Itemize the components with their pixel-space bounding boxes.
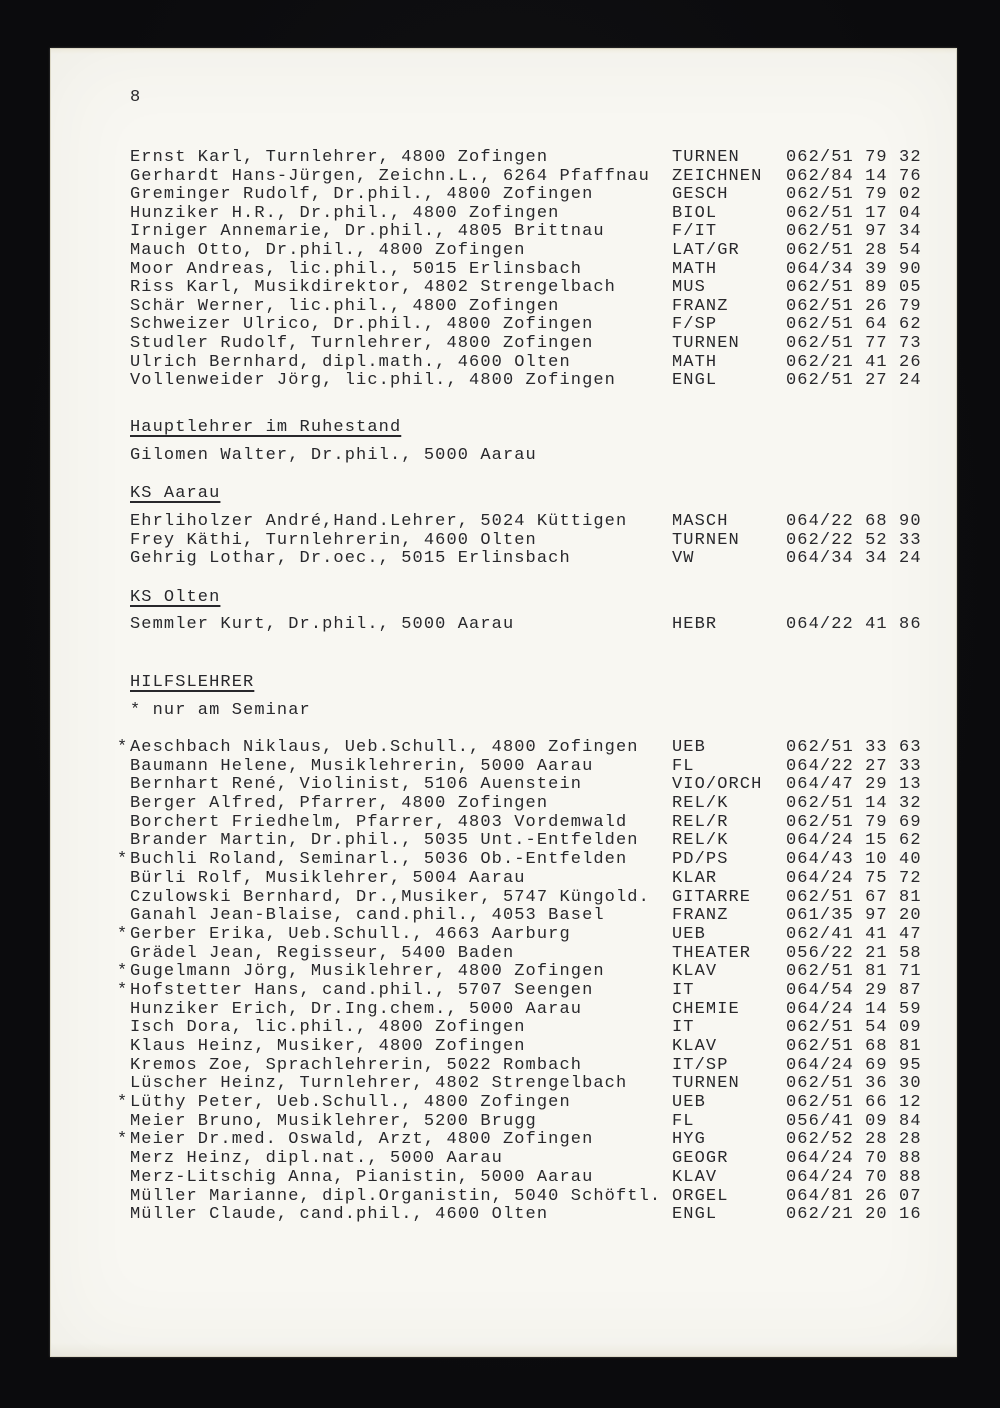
entry-phone: 062/51 54 09 (786, 1018, 922, 1038)
entry-name: Schweizer Ulrico, Dr.phil., 4800 Zofingen (130, 315, 594, 335)
entry-subject: GEOGR (672, 1149, 729, 1169)
table-row (50, 757, 957, 776)
entry-phone: 062/84 14 76 (786, 166, 922, 186)
seminar-only-star-marker: * (117, 738, 129, 757)
entry-subject: MUS (672, 278, 706, 298)
entry-subject: FL (672, 756, 695, 776)
entry-subject: TURNEN (672, 530, 740, 550)
entry-name: Kremos Zoe, Sprachlehrerin, 5022 Rombach (130, 1055, 583, 1075)
entry-name: Semmler Kurt, Dr.phil., 5000 Aarau (130, 615, 515, 634)
entry-name: Isch Dora, lic.phil., 4800 Zofingen (130, 1018, 526, 1038)
entry-phone: 064/34 39 90 (786, 259, 922, 279)
entry-subject: TURNEN (672, 148, 740, 167)
entry-subject: FL (672, 1111, 695, 1131)
table-row (50, 738, 957, 757)
table-row (50, 371, 957, 390)
entry-subject: KLAV (672, 1037, 718, 1056)
table-row (50, 1000, 957, 1019)
entry-name: Klaus Heinz, Musiker, 4800 Zofingen (130, 1037, 526, 1056)
table-row (50, 850, 957, 869)
entry-name: Borchert Friedhelm, Pfarrer, 4803 Vordemwald (130, 812, 628, 832)
entry-name: Brander Martin, Dr.phil., 5035 Unt.-Entfelden (130, 831, 639, 851)
entry-name: Vollenweider Jörg, lic.phil., 4800 Zofingen (130, 371, 616, 391)
entry-phone: 064/24 70 88 (786, 1167, 922, 1187)
entry-subject: REL/R (672, 812, 729, 832)
table-row (50, 1168, 957, 1187)
asterisk-legend-note: * nur am Seminar (130, 701, 311, 720)
entry-phone: 062/51 66 12 (786, 1093, 922, 1113)
entry-name: Moor Andreas, lic.phil., 5015 Erlinsbach (130, 259, 583, 279)
entry-subject: VIO/ORCH (672, 775, 763, 795)
table-row (50, 944, 957, 963)
entry-phone: 064/24 14 59 (786, 999, 922, 1019)
entry-name: Merz-Litschig Anna, Pianistin, 5000 Aarau (130, 1167, 594, 1187)
entry-subject: IT (672, 980, 695, 1000)
entry-subject: GESCH (672, 185, 729, 205)
table-row (50, 981, 957, 1000)
table-row (50, 549, 957, 568)
table-row (50, 1130, 957, 1149)
table-row (50, 278, 957, 297)
entry-subject: VW (672, 549, 695, 569)
table-row (50, 831, 957, 850)
document-page (50, 48, 957, 1357)
table-row (50, 888, 957, 907)
table-row (50, 167, 957, 186)
entry-phone: 062/51 77 73 (786, 333, 922, 353)
entry-name: Riss Karl, Musikdirektor, 4802 Strengelbach (130, 278, 616, 298)
entry-phone: 064/24 70 88 (786, 1149, 922, 1169)
entry-phone: 064/43 10 40 (786, 850, 922, 870)
entry-phone: 064/22 41 86 (786, 615, 922, 634)
entry-phone: 056/22 21 58 (786, 943, 922, 963)
entry-phone: 064/81 26 07 (786, 1186, 922, 1206)
hilfslehrer-list (50, 738, 957, 1224)
table-row (50, 1149, 957, 1168)
section-heading-ks-aarau: KS Aarau (130, 484, 221, 503)
table-row (50, 615, 957, 634)
table-row (50, 297, 957, 316)
entry-subject: UEB (672, 738, 706, 757)
table-row (50, 1112, 957, 1131)
entry-subject: F/IT (672, 222, 718, 242)
seminar-only-star-marker: * (117, 980, 129, 1000)
table-row (50, 775, 957, 794)
table-row (50, 813, 957, 832)
table-row (50, 906, 957, 925)
entry-phone: 062/51 17 04 (786, 203, 922, 223)
entry-subject: HYG (672, 1130, 706, 1150)
entry-name: Gehrig Lothar, Dr.oec., 5015 Erlinsbach (130, 549, 571, 569)
entry-subject: IT (672, 1018, 695, 1038)
entry-phone: 062/51 97 34 (786, 222, 922, 242)
table-row (50, 1037, 957, 1056)
entry-name: Gugelmann Jörg, Musiklehrer, 4800 Zofingen (130, 962, 605, 982)
table-row (50, 794, 957, 813)
entry-subject: REL/K (672, 794, 729, 814)
table-row (50, 204, 957, 223)
entry-phone: 062/51 79 32 (786, 148, 922, 167)
entry-name: Bernhart René, Violinist, 5106 Auenstein (130, 775, 583, 795)
table-row (50, 260, 957, 279)
entry-name: Lüscher Heinz, Turnlehrer, 4802 Strengelbach (130, 1074, 628, 1094)
entry-name: Lüthy Peter, Ueb.Schull., 4800 Zofingen (130, 1093, 571, 1113)
entry-phone: 064/47 29 13 (786, 775, 922, 795)
entry-subject: IT/SP (672, 1055, 729, 1075)
entry-subject: TURNEN (672, 333, 740, 353)
entry-subject: PD/PS (672, 850, 729, 870)
seminar-only-star-marker: * (117, 924, 129, 944)
entry-phone: 062/52 28 28 (786, 1130, 922, 1150)
section-heading-hauptlehrer-ruhestand: Hauptlehrer im Ruhestand (130, 418, 402, 437)
entry-name: Ulrich Bernhard, dipl.math., 4600 Olten (130, 352, 571, 372)
entry-subject: FRANZ (672, 906, 729, 926)
entry-phone: 064/24 69 95 (786, 1055, 922, 1075)
entry-name: Baumann Helene, Musiklehrerin, 5000 Aarau (130, 756, 594, 776)
hauptlehrer-ruhestand-list (50, 446, 957, 465)
entry-subject: LAT/GR (672, 240, 740, 260)
entry-phone: 062/51 67 81 (786, 887, 922, 907)
entry-name: Gilomen Walter, Dr.phil., 5000 Aarau (130, 446, 537, 465)
entry-subject: UEB (672, 924, 706, 944)
table-row (50, 185, 957, 204)
entry-phone: 064/22 68 90 (786, 512, 922, 531)
entry-phone: 062/51 33 63 (786, 738, 922, 757)
table-row (50, 1056, 957, 1075)
seminar-only-star-marker: * (117, 1093, 129, 1113)
entry-name: Studler Rudolf, Turnlehrer, 4800 Zofingen (130, 333, 594, 353)
ks-aarau-list (50, 512, 957, 568)
entry-subject: CHEMIE (672, 999, 740, 1019)
entry-subject: THEATER (672, 943, 752, 963)
entry-subject: GITARRE (672, 887, 752, 907)
entry-phone: 056/41 09 84 (786, 1111, 922, 1131)
entry-subject: REL/K (672, 831, 729, 851)
entry-phone: 061/35 97 20 (786, 906, 922, 926)
entry-subject: ENGL (672, 1205, 718, 1225)
entry-subject: ENGL (672, 371, 718, 391)
entry-name: Meier Bruno, Musiklehrer, 5200 Brugg (130, 1111, 537, 1131)
entry-name: Hunziker Erich, Dr.Ing.chem., 5000 Aarau (130, 999, 583, 1019)
table-row (50, 222, 957, 241)
ks-olten-list (50, 615, 957, 634)
entry-name: Merz Heinz, dipl.nat., 5000 Aarau (130, 1149, 503, 1169)
table-row (50, 1205, 957, 1224)
entry-subject: KLAV (672, 962, 718, 982)
entry-phone: 062/22 52 33 (786, 530, 922, 550)
seminar-only-star-marker: * (117, 1130, 129, 1150)
entry-subject: MASCH (672, 512, 729, 531)
seminar-only-star-marker: * (117, 850, 129, 870)
table-row (50, 334, 957, 353)
table-row (50, 925, 957, 944)
entry-phone: 064/24 75 72 (786, 868, 922, 888)
entry-name: Ernst Karl, Turnlehrer, 4800 Zofingen (130, 148, 549, 167)
entry-name: Berger Alfred, Pfarrer, 4800 Zofingen (130, 794, 549, 814)
entry-name: Schär Werner, lic.phil., 4800 Zofingen (130, 296, 560, 316)
entry-subject: ZEICHNEN (672, 166, 763, 186)
entry-subject: FRANZ (672, 296, 729, 316)
table-row (50, 869, 957, 888)
entry-phone: 064/34 34 24 (786, 549, 922, 569)
entry-subject: UEB (672, 1093, 706, 1113)
entry-subject: BIOL (672, 203, 718, 223)
entry-phone: 062/51 64 62 (786, 315, 922, 335)
table-row (50, 531, 957, 550)
table-row (50, 1018, 957, 1037)
entry-subject: KLAV (672, 1167, 718, 1187)
entry-name: Hunziker H.R., Dr.phil., 4800 Zofingen (130, 203, 560, 223)
entry-phone: 064/54 29 87 (786, 980, 922, 1000)
table-row (50, 446, 957, 465)
entry-name: Mauch Otto, Dr.phil., 4800 Zofingen (130, 240, 526, 260)
entry-subject: KLAR (672, 868, 718, 888)
entry-phone: 062/51 79 69 (786, 812, 922, 832)
entry-phone: 062/51 81 71 (786, 962, 922, 982)
table-row (50, 512, 957, 531)
entry-name: Gerber Erika, Ueb.Schull., 4663 Aarburg (130, 924, 571, 944)
entry-subject: F/SP (672, 315, 718, 335)
entry-name: Ehrliholzer André,Hand.Lehrer, 5024 Küttigen (130, 512, 628, 531)
entry-name: Ganahl Jean-Blaise, cand.phil., 4053 Basel (130, 906, 605, 926)
entry-phone: 062/51 14 32 (786, 794, 922, 814)
section-heading-ks-olten: KS Olten (130, 588, 221, 607)
entry-name: Buchli Roland, Seminarl., 5036 Ob.-Entfelden (130, 850, 628, 870)
table-row (50, 1187, 957, 1206)
entry-phone: 062/51 27 24 (786, 371, 922, 391)
table-row (50, 241, 957, 260)
entry-phone: 062/51 79 02 (786, 185, 922, 205)
entry-name: Müller Claude, cand.phil., 4600 Olten (130, 1205, 549, 1225)
entry-subject: HEBR (672, 615, 718, 634)
entry-name: Grädel Jean, Regisseur, 5400 Baden (130, 943, 515, 963)
seminar-only-star-marker: * (117, 962, 129, 982)
table-row (50, 315, 957, 334)
entry-phone: 062/21 20 16 (786, 1205, 922, 1225)
entry-name: Irniger Annemarie, Dr.phil., 4805 Brittnau (130, 222, 605, 242)
entry-name: Czulowski Bernhard, Dr.,Musiker, 5747 Küngold. (130, 887, 650, 907)
table-row (50, 1074, 957, 1093)
table-row (50, 148, 957, 167)
page-number: 8 (130, 88, 142, 107)
entry-phone: 062/51 28 54 (786, 240, 922, 260)
table-row (50, 1093, 957, 1112)
entry-phone: 062/51 89 05 (786, 278, 922, 298)
table-row (50, 962, 957, 981)
entry-phone: 064/24 15 62 (786, 831, 922, 851)
entry-phone: 062/21 41 26 (786, 352, 922, 372)
entry-phone: 064/22 27 33 (786, 756, 922, 776)
entry-name: Meier Dr.med. Oswald, Arzt, 4800 Zofingen (130, 1130, 594, 1150)
entry-subject: MATH (672, 259, 718, 279)
entry-name: Frey Käthi, Turnlehrerin, 4600 Olten (130, 530, 537, 550)
entry-phone: 062/51 36 30 (786, 1074, 922, 1094)
entry-name: Hofstetter Hans, cand.phil., 5707 Seengen (130, 980, 594, 1000)
entry-name: Greminger Rudolf, Dr.phil., 4800 Zofingen (130, 185, 594, 205)
entry-phone: 062/51 26 79 (786, 296, 922, 316)
entry-name: Aeschbach Niklaus, Ueb.Schull., 4800 Zofingen (130, 738, 639, 757)
entry-subject: TURNEN (672, 1074, 740, 1094)
entry-name: Bürli Rolf, Musiklehrer, 5004 Aarau (130, 868, 526, 888)
entry-subject: ORGEL (672, 1186, 729, 1206)
hauptlehrer-active-list (50, 148, 957, 390)
entry-subject: MATH (672, 352, 718, 372)
entry-phone: 062/41 41 47 (786, 924, 922, 944)
section-heading-hilfslehrer: HILFSLEHRER (130, 673, 255, 692)
table-row (50, 353, 957, 372)
entry-name: Gerhardt Hans-Jürgen, Zeichn.L., 6264 Pfaffnau (130, 166, 650, 186)
entry-name: Müller Marianne, dipl.Organistin, 5040 Schöftl. (130, 1186, 662, 1206)
entry-phone: 062/51 68 81 (786, 1037, 922, 1056)
